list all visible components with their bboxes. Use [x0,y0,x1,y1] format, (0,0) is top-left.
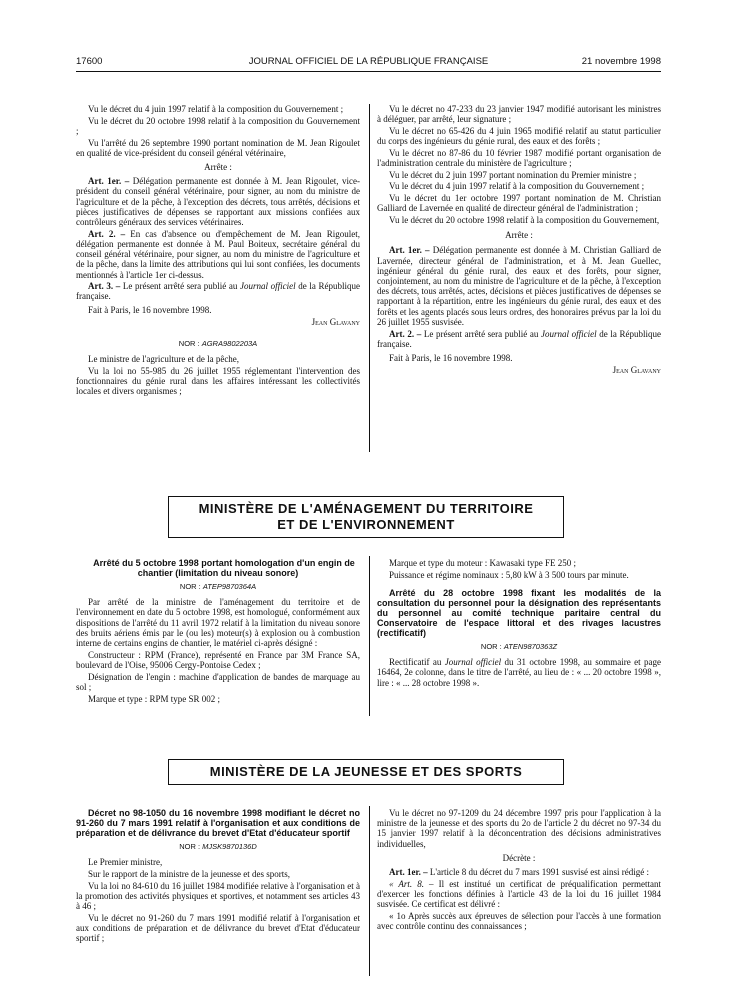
visa-paragraph: Vu l'arrêté du 26 septembre 1990 portant nomination de M. Jean Rigoulet en qualité de vice-président du conseil général vétérinaire, [76,137,360,158]
visa-paragraph: Vu le décret du 4 juin 1997 relatif à la composition du Gouvernement ; [88,104,344,114]
visa-paragraph: Vu le décret no 65-426 du 4 juin 1965 modifié relatif au statut particulier du corps des ingénieurs du génie rural, des eaux et des forêts ; [377,125,661,147]
article-paragraph [76,229,360,280]
visa-paragraph: Vu le décret no 91-260 du 7 mars 1991 modifié relatif à l'organisation et aux conditions de préparation et de délivrance du brevet d'Etat d'éducateur sportif ; [76,912,360,944]
arrete-heading: Arrête : [204,162,232,173]
section1-right-column [377,104,661,377]
article-label: Art. 2. – [88,228,126,239]
nor-reference: NOR : ATEN9870363Z [480,641,558,651]
section1-left-column [76,104,360,398]
visa-paragraph: Vu le décret no 47-233 du 23 janvier 1947 modifié autorisant les ministres à déléguer, par arrêté, leur signature ; [377,104,661,125]
nor-reference: NOR : MJSK9870136D [179,842,257,851]
article-paragraph: Art. 3. – Le présent arrêté sera publié au Journal officiel de la République française. [76,281,360,302]
section3-left-column [76,808,360,945]
article-text: Délégation permanente est donnée à M. Christian Galliard de Lavernée, directeur général de l'administration, et à M. Jean Guellec, ingénieur général du génie rural, des eaux et des forêts, pour signer, conjointement, au nom du ministre de l'agriculture et de la pêche, à l'exception des décrets, tous arrêtés, actes, décisions et pièces justificatives de dépenses se rapportant à la répartition, entre les ingénieurs du génie rural, des eaux et des forêts et les agents placés sous leurs ordres, des honoraires prévus par la loi du 26 juillet 1955 susvisée. [377,245,661,327]
nor-reference: NOR : ATEP9870364A [179,582,257,591]
page-number: 17600 [76,56,103,67]
visa-paragraph: Vu la loi no 55-985 du 26 juillet 1955 réglementant l'intervention des fonctionnaires du génie rural dans les affaires intéressant les collectivités locales et divers organismes ; [76,365,360,397]
article-label: Art. 1er. – [389,245,430,256]
preamble: Le Premier ministre, [88,857,163,868]
body-paragraph: Par arrêté de la ministre de l'aménagement du territoire et de l'environnement en date du 5 octobre 1998, est homologué, conformément aux dispositions de l'arrêté du 11 avril 1972 relatif à la limitation du niveau sonore des bruits aériens émis par le (ou les) moteur(s) à explosion ou à combustion interne de certains engins de chantier, le matériel ci-après désigné : [76,597,360,649]
section2-left-column [76,558,360,705]
article-paragraph [377,879,661,910]
body-paragraph: Marque et type : RPM type SR 002 ; [88,693,220,704]
preamble: Le ministre de l'agriculture et de la pêche, [88,354,240,365]
journal-link-text: Journal officiel [240,281,296,292]
nor-code: MJSK9870136D [202,842,257,851]
decree-title: Arrêté du 5 octobre 1998 portant homologation d'un engin de chantier (limitation du niveau sonore) [93,558,355,578]
visa-paragraph: Vu le décret du 4 juin 1997 relatif à la composition du Gouvernement ; [389,181,645,192]
visa-paragraph: Vu le décret du 20 octobre 1998 relatif à la composition du Gouvernement ; [76,115,360,136]
visa-paragraph: Vu le décret no 97-1209 du 24 décembre 1997 pris pour l'application à la ministre de la jeunesse et des sports du 2o de l'article 2 du décret no 97-34 du 15 janvier 1997 relatif à la déconcentration des décisions administratives individuelles, [377,808,661,849]
decree-title: Arrêté du 28 octobre 1998 fixant les modalités de la consultation du personnel pour la désignation des représentants du personnel au comité technique paritaire central du Conservatoire de l'espace littoral et des rivages lacustres (rectificatif) [377,587,661,638]
running-header [76,56,661,72]
body-paragraph: Marque et type du moteur : Kawasaki type FE 250 ; [389,558,576,568]
issue-date: 21 novembre 1998 [581,56,661,67]
article-paragraph [377,245,661,327]
article-label: Art. 2. – [389,328,422,339]
article-label: « Art. 8. – [389,878,434,889]
done-at: Fait à Paris, le 16 novembre 1998. [88,304,212,315]
body-paragraph: « 1o Après succès aux épreuves de sélection pour l'accès à une formation avec contrôle continu des connaissances ; [377,910,661,932]
article-text: Il est institué un certificat de préqualification permettant d'exercer les fonctions définies à l'article 43 de la loi du 16 juillet 1984 susvisée. Ce certificat est délivré : [377,878,662,910]
nor-code: AGRA9802203A [201,339,258,349]
section3-right-column [377,808,661,933]
signature: Jean Glavany [612,365,661,376]
nor-reference: NOR : AGRA9802203A [178,339,258,349]
column-divider [369,806,370,976]
decrete-heading: Décrète : [502,852,536,863]
visa-paragraph: Vu le décret du 1er octobre 1997 portant nomination de M. Christian Galliard de Lavernée en qualité de directeur général de l'administration ; [377,193,661,214]
visa-paragraph: Vu le décret no 87-86 du 10 février 1987 modifié portant organisation de l'administration centrale du ministère de l'agriculture ; [377,147,661,169]
article-label: Art. 3. – [88,281,121,292]
decree-title: Décret no 98-1050 du 16 novembre 1998 modifiant le décret no 91-260 du 7 mars 1991 relatif à l'organisation et aux conditions de préparation et de délivrance du brevet d'Etat d'éducateur sportif [76,808,360,838]
ministry-heading-youth-sports: MINISTÈRE DE LA JEUNESSE ET DES SPORTS [168,759,564,785]
column-divider [369,104,370,452]
body-paragraph: Constructeur : RPM (France), représenté en France par 3M France SA, boulevard de l'Oise, 95006 Cergy-Pontoise Cedex ; [76,649,360,670]
article-label: Art. 1er. – [88,176,130,187]
arrete-heading: Arrête : [505,230,533,241]
visa-paragraph: Vu le décret du 2 juin 1997 portant nomination du Premier ministre ; [389,169,637,180]
body-paragraph: Sur le rapport de la ministre de la jeunesse et des sports, [88,868,290,879]
visa-paragraph: Vu la loi no 84-610 du 16 juillet 1984 modifiée relative à l'organisation et à la promotion des activités physiques et sportives, et notamment ses articles 43 à 46 ; [76,880,360,912]
section2-right-column [377,558,661,689]
article-paragraph: Art. 2. – Le présent arrêté sera publié au Journal officiel de la République française. [377,328,661,349]
article-text: Délégation permanente est donnée à M. Jean Rigoulet, vice-président du conseil général vétérinaire, pour signer, au nom du ministre de l'agriculture et de la pêche, à l'exception des décrets, tous arrêtés, décisions et pièces justificatives de dépenses se rapportant aux missions confiées aux contrôleurs généraux des services vétérinaires. [76,176,360,228]
signature: Jean Glavany [311,316,360,327]
header-rule [76,71,661,72]
body-paragraph: Désignation de l'engin : machine d'application de bandes de marquage au sol ; [76,671,360,692]
body-paragraph: Puissance et régime nominaux : 5,80 kW à 3 500 tours par minute. [389,569,629,580]
article-paragraph [76,176,360,227]
body-paragraph: Rectificatif au Journal officiel du 31 octobre 1998, au sommaire et page 16464, 2e colonne, dans le titre de l'arrêté, au lieu de : « ... 20 octobre 1998 », lire : « ... 28 octobre 1998 ». [377,657,661,688]
journal-link-text: Journal officiel [541,328,597,339]
column-divider [369,556,370,716]
article-paragraph [377,867,661,877]
journal-title: JOURNAL OFFICIEL DE LA RÉPUBLIQUE FRANÇAISE [248,56,489,67]
nor-code: ATEN9870363Z [503,641,558,651]
journal-link-text: Journal officiel [444,657,502,668]
article-text: L'article 8 du décret du 7 mars 1991 susvisé est ainsi rédigé : [429,867,649,878]
article-text: En cas d'absence ou d'empêchement de M. Jean Rigoulet, délégation permanente est donnée à M. Paul Boiteux, secrétaire général du conseil général vétérinaire, pour signer, au nom du ministre de l'agriculture et de la pêche, dans la limite des attributions qui lui sont confiées, les documents mentionnés à l'article 1er ci-dessus. [76,228,360,280]
nor-code: ATEP9870364A [202,582,257,591]
visa-paragraph: Vu le décret du 20 octobre 1998 relatif à la composition du Gouvernement, [389,215,660,226]
article-label: Art. 1er. – [389,867,428,878]
ministry-heading-environment: MINISTÈRE DE L'AMÉNAGEMENT DU TERRITOIRE ET DE L'ENVIRONNEMENT [168,496,564,538]
done-at: Fait à Paris, le 16 novembre 1998. [389,352,513,363]
